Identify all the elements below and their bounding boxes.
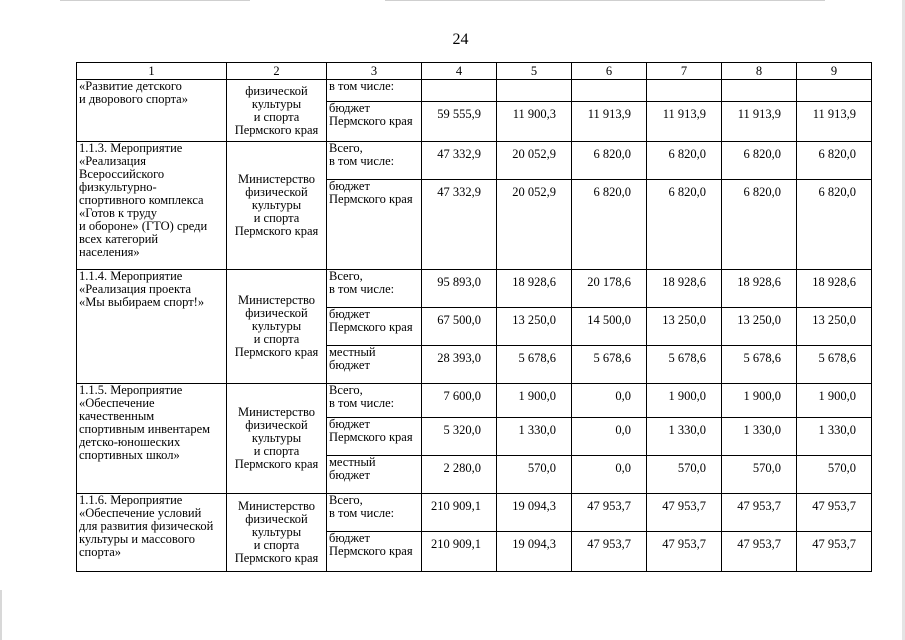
- funding-source-cell: [327, 532, 422, 572]
- amount-cell: 570,0: [497, 456, 572, 494]
- amount-cell: 5 678,6: [572, 346, 647, 384]
- amount-cell: 20 052,9: [497, 142, 572, 180]
- amount-cell: 0,0: [572, 418, 647, 456]
- amount-cell: 570,0: [797, 456, 872, 494]
- funding-source-line: в том числе:: [329, 79, 395, 93]
- event-cell: [77, 384, 227, 494]
- amount-cell: 1 900,0: [497, 384, 572, 418]
- budget-table: [76, 62, 872, 572]
- amount-cell: 6 820,0: [797, 142, 872, 180]
- event-line: «Обеспечение: [79, 396, 155, 410]
- table-row: [77, 270, 872, 308]
- funding-source-line: бюджет: [329, 307, 370, 321]
- funding-source-line: Пермского края: [329, 430, 413, 444]
- amount-cell: 210 909,1: [422, 494, 497, 532]
- amount-cell: 47 332,9: [422, 142, 497, 180]
- event-line: 1.1.3. Мероприятие: [79, 141, 183, 155]
- event-cell: [77, 270, 227, 384]
- amount-cell: 47 953,7: [797, 532, 872, 572]
- amount-cell: 6 820,0: [722, 180, 797, 270]
- amount-cell: 570,0: [647, 456, 722, 494]
- responsible-line: Министерство: [237, 405, 316, 419]
- funding-source-line: бюджет: [329, 531, 370, 545]
- amount-cell: 18 928,6: [722, 270, 797, 308]
- funding-source-line: бюджет: [329, 101, 370, 115]
- amount-cell: 28 393,0: [422, 346, 497, 384]
- amount-cell: 13 250,0: [497, 308, 572, 346]
- amount-cell: 5 678,6: [722, 346, 797, 384]
- amount-cell: 47 332,9: [422, 180, 497, 270]
- event-line: 1.1.5. Мероприятие: [79, 383, 183, 397]
- funding-source-line: в том числе:: [329, 282, 395, 296]
- amount-cell: 14 500,0: [572, 308, 647, 346]
- event-line: 1.1.6. Мероприятие: [79, 493, 183, 507]
- event-line: детско-юношеских: [79, 435, 181, 449]
- responsible-cell: [227, 270, 327, 384]
- amount-cell: 47 953,7: [572, 494, 647, 532]
- event-cell: [77, 494, 227, 572]
- amount-cell: 570,0: [722, 456, 797, 494]
- amount-cell: 13 250,0: [722, 308, 797, 346]
- responsible-cell: [227, 80, 327, 142]
- column-header: 5: [497, 63, 572, 80]
- funding-source-line: Всего,: [329, 493, 363, 507]
- column-number-row: [77, 63, 872, 80]
- column-header: 8: [722, 63, 797, 80]
- funding-source-cell: [327, 142, 422, 180]
- event-line: населения»: [79, 245, 140, 259]
- funding-source-line: бюджет: [329, 358, 370, 372]
- event-line: спорта»: [79, 545, 121, 559]
- amount-cell: 18 928,6: [497, 270, 572, 308]
- amount-cell: 11 913,9: [722, 102, 797, 142]
- amount-cell: 5 678,6: [647, 346, 722, 384]
- scan-edge-line: [60, 0, 250, 1]
- table-body: [77, 63, 872, 572]
- table-row: [77, 494, 872, 532]
- event-cell: [77, 142, 227, 270]
- amount-cell: 1 330,0: [722, 418, 797, 456]
- funding-source-line: в том числе:: [329, 506, 395, 520]
- amount-cell: 19 094,3: [497, 532, 572, 572]
- amount-cell: 6 820,0: [572, 180, 647, 270]
- amount-cell: 11 913,9: [647, 102, 722, 142]
- amount-cell: 59 555,9: [422, 102, 497, 142]
- responsible-line: и спорта: [253, 211, 300, 225]
- responsible-line: культуры: [251, 431, 302, 445]
- responsible-line: физической: [245, 185, 308, 199]
- event-line: всех категорий: [79, 232, 159, 246]
- amount-cell: 1 330,0: [797, 418, 872, 456]
- event-line: для развития физической: [79, 519, 214, 533]
- event-line: «Готов к труду: [79, 206, 158, 220]
- amount-cell: 1 900,0: [797, 384, 872, 418]
- amount-cell: 5 320,0: [422, 418, 497, 456]
- column-header: 7: [647, 63, 722, 80]
- amount-cell: 13 250,0: [797, 308, 872, 346]
- amount-cell: 47 953,7: [572, 532, 647, 572]
- amount-cell: 6 820,0: [722, 142, 797, 180]
- responsible-line: культуры: [251, 198, 302, 212]
- amount-cell: 18 928,6: [797, 270, 872, 308]
- column-header: 2: [227, 63, 327, 80]
- amount-cell: 19 094,3: [497, 494, 572, 532]
- funding-source-cell: [327, 494, 422, 532]
- funding-source-cell: [327, 384, 422, 418]
- amount-cell: [422, 80, 497, 102]
- responsible-cell: [227, 494, 327, 572]
- amount-cell: 67 500,0: [422, 308, 497, 346]
- funding-source-line: Пермского края: [329, 320, 413, 334]
- funding-source-cell: [327, 102, 422, 142]
- amount-cell: 210 909,1: [422, 532, 497, 572]
- event-line: спортивных школ»: [79, 448, 180, 462]
- funding-source-line: Всего,: [329, 141, 363, 155]
- amount-cell: 5 678,6: [497, 346, 572, 384]
- column-header: 6: [572, 63, 647, 80]
- funding-source-line: Пермского края: [329, 544, 413, 558]
- amount-cell: 47 953,7: [722, 532, 797, 572]
- amount-cell: 18 928,6: [647, 270, 722, 308]
- funding-source-cell: [327, 80, 422, 102]
- funding-source-line: бюджет: [329, 468, 370, 482]
- event-line: культуры и массового: [79, 532, 196, 546]
- funding-source-line: бюджет: [329, 417, 370, 431]
- responsible-line: и спорта: [253, 538, 300, 552]
- responsible-line: Пермского края: [234, 345, 319, 359]
- table-row: [77, 384, 872, 418]
- event-line: спортивным инвентарем: [79, 422, 211, 436]
- funding-source-line: местный: [329, 455, 376, 469]
- amount-cell: 0,0: [572, 456, 647, 494]
- amount-cell: 6 820,0: [647, 142, 722, 180]
- funding-source-line: бюджет: [329, 179, 370, 193]
- event-cell: [77, 80, 227, 142]
- funding-source-cell: [327, 270, 422, 308]
- responsible-line: Пермского края: [234, 224, 319, 238]
- event-line: «Обеспечение условий: [79, 506, 202, 520]
- amount-cell: 47 953,7: [722, 494, 797, 532]
- amount-cell: 1 330,0: [497, 418, 572, 456]
- event-line: «Мы выбираем спорт!»: [79, 295, 205, 309]
- funding-source-line: Всего,: [329, 383, 363, 397]
- amount-cell: 47 953,7: [647, 532, 722, 572]
- table-row: [77, 80, 872, 102]
- amount-cell: 2 280,0: [422, 456, 497, 494]
- column-header: 1: [77, 63, 227, 80]
- amount-cell: [722, 80, 797, 102]
- funding-source-cell: [327, 308, 422, 346]
- funding-source-cell: [327, 346, 422, 384]
- responsible-line: и спорта: [253, 332, 300, 346]
- amount-cell: 47 953,7: [647, 494, 722, 532]
- funding-source-line: в том числе:: [329, 154, 395, 168]
- responsible-line: и спорта: [253, 444, 300, 458]
- amount-cell: 11 900,3: [497, 102, 572, 142]
- event-line: и дворового спорта»: [79, 92, 188, 106]
- amount-cell: [647, 80, 722, 102]
- table-row: [77, 142, 872, 180]
- responsible-line: Министерство: [237, 172, 316, 186]
- responsible-cell: [227, 384, 327, 494]
- funding-source-cell: [327, 180, 422, 270]
- column-header: 9: [797, 63, 872, 80]
- amount-cell: 20 052,9: [497, 180, 572, 270]
- scan-edge-line: [385, 0, 825, 1]
- amount-cell: 6 820,0: [647, 180, 722, 270]
- responsible-line: культуры: [251, 525, 302, 539]
- responsible-line: физической: [245, 418, 308, 432]
- responsible-cell: [227, 142, 327, 270]
- amount-cell: 11 913,9: [797, 102, 872, 142]
- responsible-line: Министерство: [237, 293, 316, 307]
- amount-cell: 6 820,0: [572, 142, 647, 180]
- responsible-line: культуры: [251, 96, 302, 111]
- amount-cell: [572, 80, 647, 102]
- amount-cell: 6 820,0: [797, 180, 872, 270]
- responsible-line: Министерство: [237, 499, 316, 513]
- page-number: 24: [452, 31, 469, 48]
- responsible-line: Пермского края: [234, 551, 319, 565]
- amount-cell: 20 178,6: [572, 270, 647, 308]
- funding-source-line: Всего,: [329, 269, 363, 283]
- column-header: 4: [422, 63, 497, 80]
- funding-source-line: Пермского края: [329, 192, 413, 206]
- column-header: 3: [327, 63, 422, 80]
- amount-cell: [497, 80, 572, 102]
- scan-margin-mark: [0, 590, 2, 640]
- responsible-line: физической: [245, 512, 308, 526]
- event-line: Всероссийского: [79, 167, 165, 181]
- event-line: физкультурно-: [79, 180, 157, 194]
- event-line: «Реализация: [79, 154, 146, 168]
- funding-source-line: Пермского края: [329, 114, 413, 128]
- event-line: 1.1.4. Мероприятие: [79, 269, 183, 283]
- amount-cell: 13 250,0: [647, 308, 722, 346]
- amount-cell: 95 893,0: [422, 270, 497, 308]
- event-line: качественным: [79, 409, 155, 423]
- amount-cell: 1 900,0: [647, 384, 722, 418]
- amount-cell: 1 900,0: [722, 384, 797, 418]
- event-line: «Развитие детского: [79, 79, 182, 93]
- funding-source-cell: [327, 418, 422, 456]
- funding-source-line: в том числе:: [329, 396, 395, 410]
- responsible-line: Пермского края: [234, 122, 319, 137]
- event-line: спортивного комплекса: [79, 193, 204, 207]
- amount-cell: [797, 80, 872, 102]
- event-line: «Реализация проекта: [79, 282, 192, 296]
- amount-cell: 1 330,0: [647, 418, 722, 456]
- event-line: и обороне» (ГТО) среди: [79, 219, 208, 233]
- amount-cell: 5 678,6: [797, 346, 872, 384]
- responsible-line: физической: [245, 83, 308, 98]
- amount-cell: 0,0: [572, 384, 647, 418]
- funding-source-cell: [327, 456, 422, 494]
- amount-cell: 7 600,0: [422, 384, 497, 418]
- responsible-line: Пермского края: [234, 457, 319, 471]
- responsible-line: культуры: [251, 319, 302, 333]
- amount-cell: 11 913,9: [572, 102, 647, 142]
- responsible-line: физической: [245, 306, 308, 320]
- funding-source-line: местный: [329, 345, 376, 359]
- responsible-line: и спорта: [253, 109, 300, 124]
- amount-cell: 47 953,7: [797, 494, 872, 532]
